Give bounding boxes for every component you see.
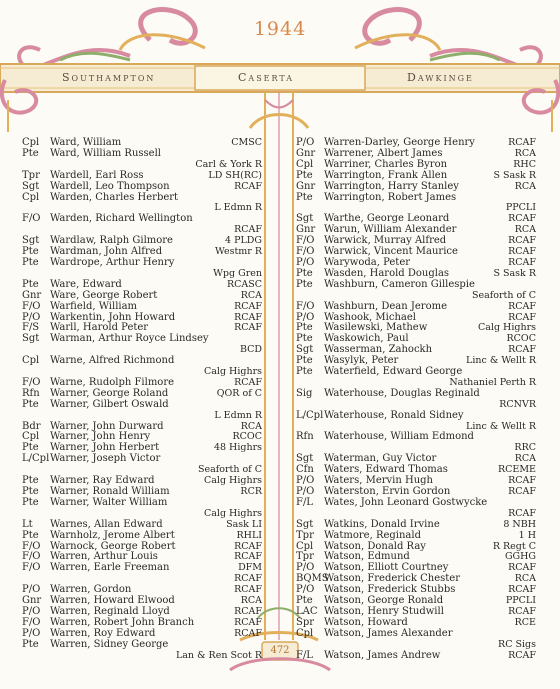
entry-name: Warriner, Charles Byron (324, 158, 448, 170)
entry-unit: S Sask R (493, 169, 536, 181)
entry-rank: P/O (22, 605, 41, 617)
entry-name: Warnholz, Jerome Albert (50, 529, 175, 541)
entry-name: Waters, Edward Thomas (324, 464, 448, 476)
entry-rank: P/O (296, 311, 315, 323)
entry-name: Ware, George Robert (50, 289, 158, 301)
entry-name: Waterfield, Edward George (324, 366, 463, 378)
entry-name: Wates, John Leonard Gostwycke (324, 496, 488, 508)
entry-name: Warnock, George Robert (50, 540, 176, 552)
entry-name: Wardman, John Alfred (50, 246, 163, 258)
entry-unit: RCA (514, 453, 536, 465)
entry-name: Warner, George Roland (50, 387, 169, 399)
page-number: 472 (270, 645, 290, 656)
entry-rank: Pte (296, 366, 313, 378)
entry-rank: LAC (296, 605, 318, 617)
entry-unit-continued: RCNVR (499, 398, 536, 410)
entry-name: Warll, Harold Peter (50, 322, 149, 334)
entry-rank: P/O (296, 486, 315, 497)
entry-name: Warren, Earle Freeman (50, 562, 170, 574)
entry-rank: Pte (296, 191, 313, 203)
entry-unit: RCAF (508, 137, 536, 148)
entry-unit: RCOC (506, 333, 536, 345)
entry-unit-continued: L Edmn R (214, 409, 262, 421)
roll-entry (296, 651, 536, 662)
entry-unit-continued: Seaforth of C (471, 289, 536, 301)
entry-name: Warfield, William (50, 300, 138, 312)
entry-rank: Cpl (296, 540, 314, 552)
entry-rank: Pte (22, 278, 39, 290)
entry-unit-continued: Wpg Gren (213, 267, 262, 279)
entry-rank: Rfn (22, 387, 40, 399)
entry-name: Warrener, Albert James (324, 147, 443, 159)
entry-unit: RCAF (234, 180, 262, 192)
entry-unit: Linc & Wellt R (466, 355, 536, 367)
entry-name: Warren, Arthur Louis (50, 551, 158, 563)
entry-rank: Cpl (296, 627, 314, 639)
entry-unit: CMSC (231, 137, 262, 148)
entry-unit: Calg Highrs (203, 475, 262, 487)
entry-name: Watkins, Donald Irvine (324, 518, 440, 530)
roll-entry (296, 411, 536, 422)
entry-rank: F/O (296, 300, 315, 312)
entry-unit: RCE (514, 616, 536, 628)
entry-name: Warner, John Henry (50, 431, 151, 443)
entry-rank: Pte (296, 169, 313, 181)
entry-name: Washburn, Cameron Gillespie (324, 278, 475, 290)
entry-name: Warwick, Murray Alfred (324, 235, 447, 247)
entry-name: Warrington, Frank Allen (324, 169, 448, 181)
entry-name: Waskowich, Paul (324, 333, 409, 345)
entry-name: Warner, Walter William (50, 496, 168, 508)
entry-unit: S Sask R (493, 267, 536, 279)
entry-unit: 48 Highrs (213, 442, 262, 454)
entry-name: Waters, Mervin Hugh (324, 475, 433, 487)
entry-rank: Sgt (296, 518, 314, 530)
entry-name: Waterman, Guy Victor (324, 453, 437, 465)
entry-name: Washook, Michael (324, 311, 416, 323)
roll-entry (22, 563, 262, 574)
entry-rank: Pte (296, 333, 313, 345)
entry-rank: F/L (296, 649, 313, 661)
entry-rank: Pte (22, 442, 39, 454)
entry-name: Warner, Gilbert Oswald (50, 398, 169, 410)
entry-unit: RCAF (234, 311, 262, 323)
entry-unit-continued: RRC (514, 442, 536, 454)
entry-rank: Bdr (22, 420, 41, 432)
entry-unit: RCAF (508, 649, 536, 661)
entry-rank: BQMS (296, 573, 329, 585)
entry-rank: P/O (22, 584, 41, 596)
entry-unit: RCOC (232, 431, 262, 443)
entry-name: Wardell, Leo Thompson (50, 180, 170, 192)
entry-unit-continued: Seaforth of C (197, 464, 262, 476)
entry-rank: Gnr (296, 180, 316, 192)
entry-rank: Sgt (22, 180, 40, 192)
entry-rank: F/L (296, 496, 313, 508)
entry-unit: RCA (514, 147, 536, 159)
roll-entry (22, 640, 262, 651)
entry-rank: Gnr (296, 147, 316, 159)
entry-name: Wardell, Earl Ross (50, 169, 144, 181)
entry-rank: Gnr (22, 595, 42, 607)
entry-rank: Sgt (22, 235, 40, 247)
entry-rank: Pte (22, 638, 39, 650)
entry-unit-continued: BCD (239, 344, 262, 356)
roll-entry (296, 629, 536, 640)
entry-name: Watmore, Reginald (324, 529, 421, 541)
entry-rank: Pte (22, 398, 39, 410)
entry-name: Warden, Richard Wellington (50, 213, 193, 225)
entry-unit: RCAF (508, 486, 536, 497)
entry-name: Warner, John Durward (50, 420, 164, 432)
entry-name: Warner, John Herbert (50, 442, 160, 454)
entry-name: Warman, Arthur Royce Lindsey (50, 333, 209, 345)
entry-name: Warner, Ray Edward (50, 475, 155, 487)
entry-name: Wardrope, Arthur Henry (50, 256, 175, 268)
entry-name: Watson, George Ronald (324, 595, 444, 607)
entry-name: Waterhouse, Ronald Sidney (324, 409, 464, 421)
entry-unit: RCA (514, 224, 536, 236)
entry-name: Warden, Charles Herbert (50, 191, 179, 203)
roll-entry (296, 498, 536, 509)
entry-unit: 8 NBH (503, 518, 536, 530)
entry-rank: Cfn (296, 464, 314, 476)
entry-name: Watson, Edmund (324, 551, 410, 563)
entry-rank: F/S (22, 322, 40, 334)
entry-unit: RCAF (508, 235, 536, 247)
entry-name: Waterhouse, William Edmond (324, 431, 474, 443)
entry-rank: F/O (22, 562, 41, 574)
entry-name: Warkentin, John Howard (50, 311, 176, 323)
entry-rank: P/O (296, 584, 315, 596)
entry-name: Watson, Donald Ray (324, 540, 426, 552)
entry-rank: F/O (296, 246, 315, 258)
entry-unit: RCA (514, 180, 536, 192)
entry-name: Ward, William (50, 137, 122, 148)
entry-unit: RCAF (234, 376, 262, 388)
entry-unit-continued: RCAF (234, 573, 262, 585)
place-southampton: Southampton (62, 71, 156, 84)
entry-unit: QOR of C (216, 387, 262, 399)
entry-rank: L/Cpl (296, 409, 324, 421)
entry-unit: RCAF (508, 605, 536, 617)
entry-rank: Tpr (296, 551, 314, 563)
entry-unit: RCAF (508, 344, 536, 356)
entry-name: Warner, Ronald William (50, 486, 170, 497)
entry-name: Wasden, Harold Douglas (324, 267, 450, 279)
entry-name: Warun, William Alexander (324, 224, 457, 236)
entry-rank: Pte (22, 256, 39, 268)
entry-unit: RCAF (234, 584, 262, 596)
entry-rank: Pte (296, 322, 313, 334)
entry-name: Wasilewski, Mathew (324, 322, 428, 334)
entry-name: Warren, Reginald Lloyd (50, 605, 170, 617)
entry-unit-continued: RCAF (508, 507, 536, 519)
entry-name: Warner, Joseph Victor (50, 453, 161, 465)
entry-rank: F/O (22, 376, 41, 388)
entry-unit-continued: Carl & York R (195, 158, 262, 170)
roll-entry (22, 149, 262, 160)
entry-unit-continued: RC Sigs (498, 638, 536, 650)
entry-unit: RCA (514, 573, 536, 585)
entry-unit: PPCLI (505, 595, 536, 607)
entry-rank: Pte (22, 496, 39, 508)
roll-entry (296, 193, 536, 204)
entry-unit: RCAF (508, 562, 536, 574)
roll-entry (22, 356, 262, 367)
place-caserta: Caserta (238, 71, 295, 84)
entry-unit: R Regt C (492, 540, 536, 552)
entry-name: Warne, Rudolph Filmore (50, 376, 175, 388)
entry-unit: RHC (513, 158, 536, 170)
entry-name: Warren, Roy Edward (50, 627, 156, 639)
roll-entry (296, 389, 536, 400)
entry-unit: RCAF (508, 475, 536, 487)
roll-entry (296, 367, 536, 378)
entry-rank: F/O (22, 540, 41, 552)
roll-entry (296, 280, 536, 291)
entry-name: Warren, Robert John Branch (50, 616, 195, 628)
entry-rank: L/Cpl (22, 453, 50, 465)
entry-rank: Lt (22, 518, 33, 530)
entry-unit: RCAF (508, 256, 536, 268)
entry-rank: Gnr (296, 224, 316, 236)
entry-unit: DFM (238, 562, 262, 574)
entry-name: Watson, Howard (324, 616, 408, 628)
entry-name: Watson, Frederick Stubbs (324, 584, 456, 596)
roll-entry (22, 193, 262, 204)
entry-unit: Calg Highrs (477, 322, 536, 334)
entry-unit: RCAF (508, 246, 536, 258)
entry-rank: Sgt (296, 213, 314, 225)
roll-entry (22, 214, 262, 225)
entry-rank: Cpl (22, 137, 40, 148)
entry-rank: Gnr (22, 289, 42, 301)
entry-unit: RCAF (508, 584, 536, 596)
entry-unit: RCAF (234, 540, 262, 552)
entry-unit: GGHG (504, 551, 536, 563)
entry-rank: Sig (296, 387, 313, 399)
entry-name: Ward, William Russell (50, 147, 161, 159)
entry-rank: P/O (296, 137, 315, 148)
roll-entry (22, 498, 262, 509)
entry-unit-continued: PPCLI (505, 202, 536, 214)
roll-entry (296, 432, 536, 443)
entry-unit: RCA (240, 595, 262, 607)
entry-unit-continued: Lan & Ren Scot R (175, 649, 262, 661)
entry-name: Warren, Gordon (50, 584, 132, 596)
entry-unit: RCAF (234, 300, 262, 312)
roll-entry (22, 400, 262, 411)
entry-unit: RCASC (226, 278, 262, 290)
entry-rank: Spr (296, 616, 315, 628)
entry-name: Warrington, Harry Stanley (324, 180, 459, 192)
entry-rank: Cpl (296, 158, 314, 170)
entry-name: Warnes, Allan Edward (50, 518, 163, 530)
entry-name: Warne, Alfred Richmond (50, 355, 175, 367)
entry-name: Warren-Darley, George Henry (324, 137, 475, 148)
entry-name: Watson, Elliott Courtney (324, 562, 449, 574)
entry-name: Wasylyk, Peter (324, 355, 399, 367)
entry-rank: Pte (22, 529, 39, 541)
entry-rank: F/O (22, 551, 41, 563)
entry-unit: RCR (240, 486, 262, 497)
entry-name: Warwick, Vincent Maurice (324, 246, 458, 258)
entry-unit: 4 PLDG (225, 235, 262, 247)
entry-unit: RCA (240, 289, 262, 301)
entry-name: Watson, James Andrew (324, 649, 441, 661)
entry-rank: P/O (296, 475, 315, 487)
entry-rank: F/O (22, 616, 41, 628)
entry-rank: Pte (296, 595, 313, 607)
right-name-column (296, 138, 536, 662)
entry-name: Watson, Frederick Chester (324, 573, 460, 585)
entry-name: Wardlaw, Ralph Gilmore (50, 235, 173, 247)
entry-unit: RCEME (497, 464, 536, 476)
entry-name: Watson, James Alexander (324, 627, 453, 639)
entry-name: Warthe, George Leonard (324, 213, 450, 225)
entry-unit-continued: RCAF (234, 224, 262, 236)
entry-rank: F/O (22, 213, 41, 225)
entry-rank: Pte (296, 267, 313, 279)
entry-rank: F/O (22, 300, 41, 312)
entry-name: Warrington, Robert James (324, 191, 457, 203)
entry-rank: Sgt (296, 453, 314, 465)
place-dawkinge: Dawkinge (407, 71, 474, 84)
entry-unit-continued: L Edmn R (214, 202, 262, 214)
entry-rank: Cpl (22, 431, 40, 443)
entry-unit: Westmr R (214, 246, 262, 258)
entry-unit: RCAF (508, 311, 536, 323)
entry-rank: Pte (22, 486, 39, 497)
entry-rank: Rfn (296, 431, 314, 443)
left-name-column (22, 138, 262, 662)
entry-rank: Cpl (22, 355, 40, 367)
entry-rank: P/O (296, 256, 315, 268)
entry-unit: RCA (240, 420, 262, 432)
entry-unit: 1 H (518, 529, 536, 541)
entry-name: Waterston, Ervin Gordon (324, 486, 451, 497)
entry-rank: P/O (296, 562, 315, 574)
year-heading: 1944 (253, 18, 307, 40)
entry-unit-continued: Calg Highrs (203, 507, 262, 519)
entry-name: Ware, Edward (50, 278, 122, 290)
entry-rank: P/O (22, 311, 41, 323)
entry-rank: Pte (22, 246, 39, 258)
entry-rank: Sgt (22, 333, 40, 345)
entry-rank: Pte (22, 147, 39, 159)
entry-unit: Sask LI (226, 518, 262, 530)
entry-unit-continued: Calg Highrs (203, 366, 262, 378)
entry-name: Warren, Sidney George (50, 638, 169, 650)
entry-rank: F/O (296, 235, 315, 247)
entry-name: Warywoda, Peter (324, 256, 411, 268)
entry-unit: RCAF (234, 627, 262, 639)
entry-rank: Pte (296, 278, 313, 290)
entry-unit: RCAF (508, 213, 536, 225)
entry-name: Warren, Howard Elwood (50, 595, 175, 607)
entry-unit: RCAF (234, 605, 262, 617)
entry-unit: RCAF (234, 322, 262, 334)
entry-unit: RCAF (234, 616, 262, 628)
entry-rank: Tpr (22, 169, 40, 181)
entry-unit-continued: Nathaniel Perth R (449, 376, 536, 388)
entry-name: Waterhouse, Douglas Reginald (324, 387, 480, 399)
entry-unit: RCAF (234, 551, 262, 563)
entry-rank: Tpr (296, 529, 314, 541)
roll-entry (22, 258, 262, 269)
entry-unit-continued: Linc & Wellt R (466, 420, 536, 432)
entry-unit: RCAF (508, 300, 536, 312)
entry-name: Watson, Henry Studwill (324, 605, 444, 617)
entry-rank: Pte (22, 475, 39, 487)
entry-name: Wasserman, Zahockh (324, 344, 433, 356)
entry-unit: LD SH(RC) (208, 169, 262, 181)
entry-rank: Cpl (22, 191, 40, 203)
entry-rank: Sgt (296, 344, 314, 356)
entry-name: Washburn, Dean Jerome (324, 300, 448, 312)
entry-rank: P/O (22, 627, 41, 639)
roll-entry (22, 454, 262, 465)
roll-entry (22, 334, 262, 345)
entry-rank: Pte (296, 355, 313, 367)
entry-unit: RHLI (236, 529, 262, 541)
